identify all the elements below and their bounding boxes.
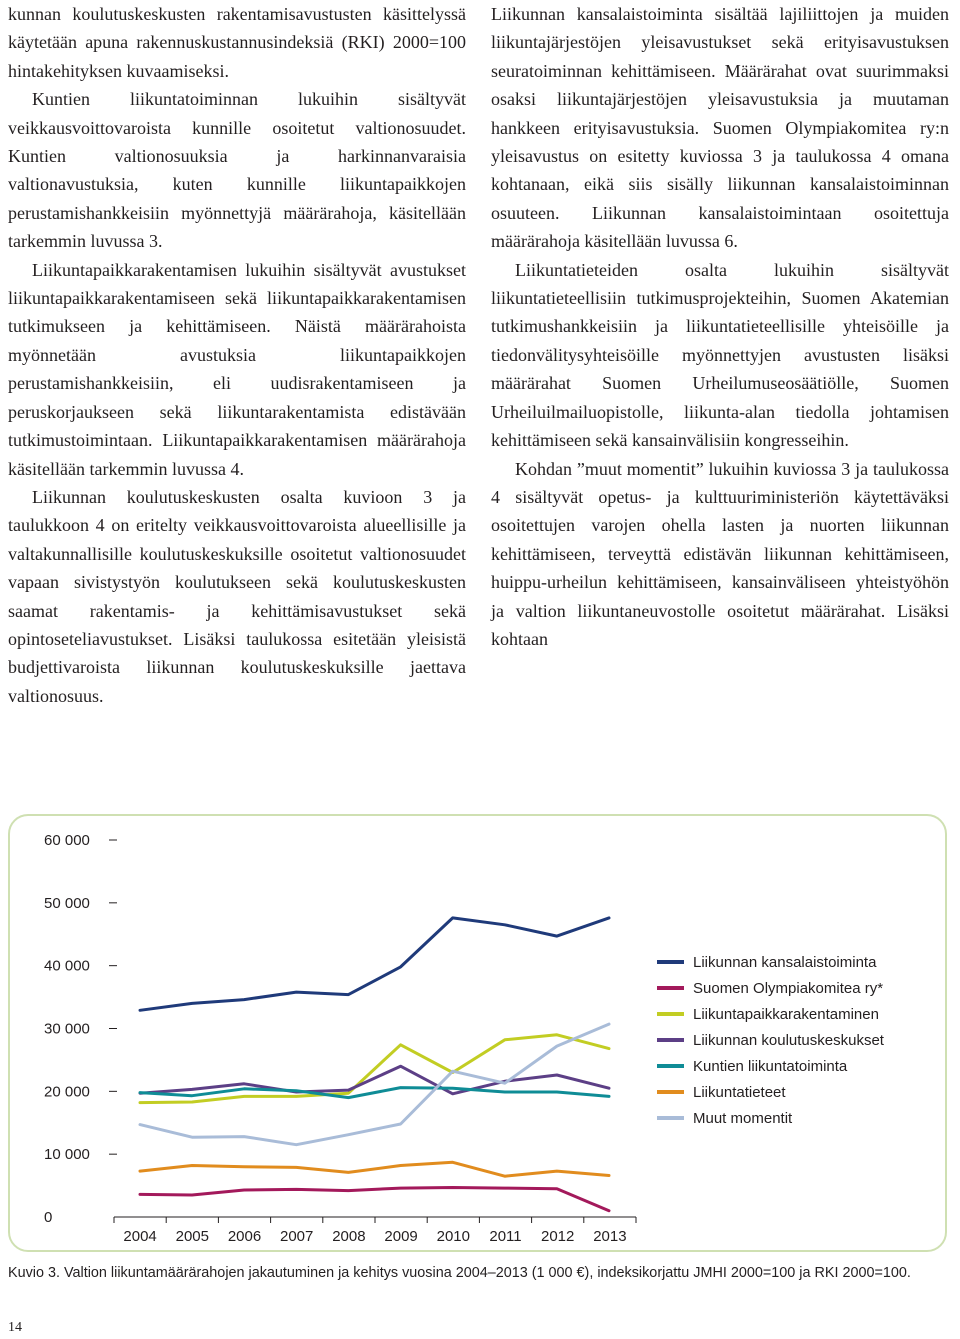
paragraph: Liikuntatieteiden osalta lukuihin sisältyvät liikuntatieteellisiin tutkimusprojekteihin, Suomen Akatemian tutkimushankkeisiin ja liikuntatieteellisille yhteisöille ja tiedonvälitysyhteisöille myönnettyjen avustusten lisäksi määrärahat Suomen Urheilumuseosäätiölle, Suomen Urheiluilmailuopistolle, liikunta-alan tiedolla johtamisen kehittämiseen sekä kansainvälisiin kongresseihin. [491,259,949,451]
series-lines [140,918,609,1211]
paragraph: Kohdan ”muut momentit” lukuihin kuviossa 3 ja taulukossa 4 sisältyvät opetus- ja kulttuuriministeriön käytettäväksi osoitettujen varojen ohella lasten ja nuorten liikunnan kehittämiseen, terveyttä edistävän liikunnan kehittämiseen, huippu-urheilun kehittämiseen, kansainväliseen yhteistyöhön ja valtion liikuntaneuvostolle osoitetut määrärahat. Lisäksi kohtaan [491,458,949,649]
paragraph: Kuntien liikuntatoiminnan lukuihin sisältyvät veikkausvoittovaroista kunnille osoitetut valtionosuudet. Kuntien valtionosuuksia ja harkinnanvaraisia valtionavustuksia, kuten kunnille liikuntapaikkojen perustamishankkeisiin myönnettyjä määrärahoja, käsitellään tarkemmin luvussa 3. [8,89,466,252]
y-tick-label: 40 000 [44,957,90,975]
y-tick-label: 50 000 [44,894,90,912]
paragraph: Liikuntapaikkarakentamisen lukuihin sisältyvät avustukset liikuntapaikkarakentamiseen sekä liikuntapaikkarakentamisen tutkimukseen ja kehittämiseen. Näistä määrärahoista myönnetään avustuksia liikuntapaikkojen perustamishankkeisiin, eli uudisrakentamiseen ja peruskorjaukseen sekä liikuntarakentamista edistävään tutkimustoimintaan. Liikuntapaikkarakentamisen määrärahoja käsitellään tarkemmin luvussa 4. [8,259,466,479]
legend [657,954,885,1127]
x-tick-label: 2005 [175,1228,209,1245]
x-tick-label: 2010 [436,1228,470,1245]
series-line [140,1024,609,1145]
legend-label: Liikuntapaikkarakentaminen [693,1006,879,1023]
y-tick-label: 20 000 [44,1083,90,1101]
series-line [140,1088,609,1098]
y-axis [44,832,636,1226]
legend-label: Muut momentit [693,1110,793,1127]
page-number: 14 [8,1320,22,1335]
series-line [140,918,609,1010]
legend-label: Suomen Olympiakomitea ry* [693,980,884,997]
x-tick-label: 2004 [123,1228,157,1245]
y-tick-label: 0 [44,1209,53,1226]
x-tick-label: 2013 [593,1228,627,1245]
legend-label: Liikunnan kansalaistoiminta [693,954,877,971]
paragraph: Liikunnan kansalaistoiminta sisältää lajiliittojen ja muiden liikuntajärjestöjen yleisavustukset sekä erityisavustuksen seuratoiminnan kehittämiseen. Määrärahat ovat suurimmaksi osaksi liikuntajärjestöjen yleisavustuksia ja muutaman hankkeen erityisavustuksia. Suomen Olympiakomitea ry:n yleisavustus on esitetty kuviossa 3 ja taulukossa 4 omana kohtanaan, eikä siis sisälly liikunnan kansalaistoiminnan osuuteen. Liikunnan kansalaistoimintaan osoitettuja määrärahoja käsitellään luvussa 6. [491,4,949,252]
x-tick-label: 2009 [384,1228,418,1245]
legend-label: Kuntien liikuntatoiminta [693,1058,848,1075]
legend-label: Liikunnan koulutuskeskukset [693,1032,884,1049]
y-tick-label: 10 000 [44,1146,90,1164]
series-line [140,1162,609,1176]
x-tick-label: 2011 [489,1228,522,1245]
paragraph: kunnan koulutuskeskusten rakentamisavustusten käsittelyssä käytetään apuna rakennuskustannusindeksiä (RKI) 2000=100 hintakehityksen kuvaamiseksi. [8,4,466,81]
series-line [140,1188,609,1211]
x-tick-label: 2006 [227,1228,262,1245]
y-tick-label: 30 000 [44,1020,90,1038]
figure-caption: Kuvio 3. Valtion liikuntamäärärahojen jakautuminen ja kehitys vuosina 2004–2013 (1 000 €), indeksikorjattu JMHI 2000=100 ja RKI 2000=100. [8,1265,911,1281]
paragraph: Liikunnan koulutuskeskusten osalta kuvioon 3 ja taulukkoon 4 on eritelty veikkausvoittovaroista alueellisille ja valtakunnallisille koulutuskeskuksille osoitetut valtionosuudet vapaan sivistystyön koulutukseen sekä koulutuskeskusten saamat rakentamis- ja kehittämisavustukset sekä opintoseteliavustukset. Lisäksi taulukossa esitetään yleisistä budjettivaroista liikunnan koulutuskeskuksille jaettava valtionosuus. [8,486,466,706]
x-tick-label: 2012 [541,1228,575,1245]
x-axis [114,1217,636,1245]
x-tick-label: 2007 [280,1228,314,1245]
x-tick-label: 2008 [332,1228,366,1245]
y-tick-label: 60 000 [44,832,90,849]
legend-label: Liikuntatieteet [693,1084,786,1101]
